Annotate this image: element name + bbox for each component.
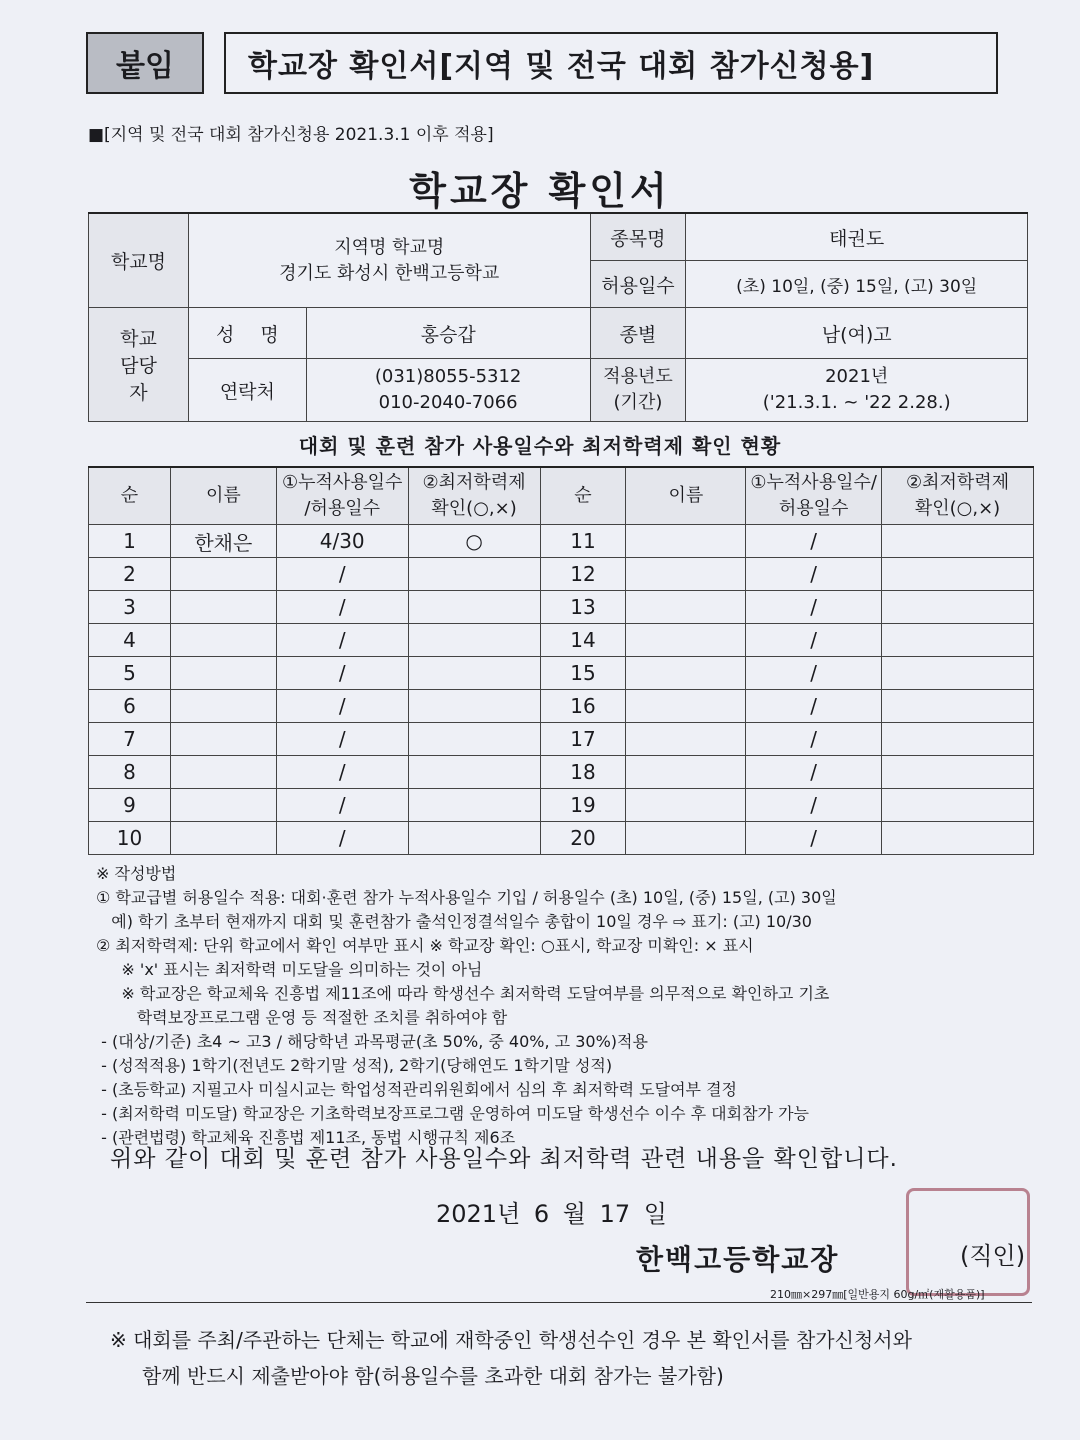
row-days: /	[746, 822, 882, 855]
row-min-check	[882, 789, 1034, 822]
attachment-title: 학교장 확인서[지역 및 전국 대회 참가신청용]	[224, 32, 998, 94]
table-row	[89, 558, 1034, 591]
row-name	[170, 789, 276, 822]
instruction-line: ※ 작성방법	[96, 864, 177, 883]
row-min-check	[408, 723, 540, 756]
row-days: /	[746, 690, 882, 723]
row-name	[170, 657, 276, 690]
year-value: 2021년 ('21.3.1. ~ '22 2.28.)	[686, 359, 1028, 422]
row-no: 10	[89, 822, 171, 855]
row-name	[626, 657, 746, 690]
table-row	[89, 723, 1034, 756]
attachment-label: 붙임	[86, 32, 204, 94]
year-label: 적용년도 (기간)	[590, 359, 686, 422]
row-days: /	[746, 558, 882, 591]
confirmation-statement: 위와 같이 대회 및 훈련 참가 사용일수와 최저학력 관련 내용을 확인합니다.	[110, 1146, 898, 1172]
row-days: /	[276, 690, 408, 723]
row-min-check	[408, 558, 540, 591]
instruction-line: ② 최저학력제: 단위 학교에서 확인 여부만 표시 ※ 학교장 확인: ○표시, 학교장 미확인: × 표시	[96, 936, 754, 955]
instruction-line: - (최저학력 미도달) 학교장은 기초학력보장프로그램 운영하여 미도달 학생선수 이수 후 대회참가 가능	[96, 1104, 809, 1123]
row-name	[626, 756, 746, 789]
row-min-check	[882, 822, 1034, 855]
participation-table	[88, 466, 1034, 855]
row-days: /	[746, 591, 882, 624]
row-days: /	[746, 624, 882, 657]
col-header-no: 순	[89, 467, 171, 525]
row-name	[170, 558, 276, 591]
row-days: 4/30	[276, 525, 408, 558]
allow-days-label: 허용일수	[590, 261, 686, 308]
row-min-check	[408, 591, 540, 624]
row-name	[626, 822, 746, 855]
row-days: /	[276, 657, 408, 690]
col-header-name-2: 이름	[626, 467, 746, 525]
row-name	[626, 624, 746, 657]
row-min-check	[408, 822, 540, 855]
instruction-line: - (대상/기준) 초4 ~ 고3 / 해당학년 과목평균(초 50%, 중 40%, 고 30%)적용	[96, 1032, 648, 1051]
row-no: 16	[540, 690, 626, 723]
row-no: 8	[89, 756, 171, 789]
row-no: 9	[89, 789, 171, 822]
row-no: 15	[540, 657, 626, 690]
row-name	[626, 525, 746, 558]
page-title: 학교장 확인서	[409, 169, 671, 213]
row-no: 6	[89, 690, 171, 723]
row-name	[170, 690, 276, 723]
event-label: 종목명	[590, 213, 686, 261]
col-header-no-2: 순	[540, 467, 626, 525]
row-name	[626, 789, 746, 822]
instruction-line: 학력보장프로그램 운영 등 적절한 조치를 취하여야 함	[96, 1008, 508, 1027]
row-no: 12	[540, 558, 626, 591]
school-info-table	[88, 212, 1028, 422]
table-row	[89, 822, 1034, 855]
contact-label: 연락처	[188, 359, 306, 422]
table-header-row	[89, 467, 1034, 525]
school-name-cell	[188, 213, 590, 308]
row-name	[170, 822, 276, 855]
row-name	[626, 558, 746, 591]
school-name-value: 경기도 화성시 한백고등학교	[279, 262, 500, 284]
seal-caption: (직인)	[960, 1242, 1026, 1270]
row-no: 14	[540, 624, 626, 657]
row-min-check	[408, 624, 540, 657]
row-name	[626, 723, 746, 756]
instruction-line: - (초등학교) 지필고사 미실시교는 학업성적관리위원회에서 심의 후 최저학력 도달여부 결정	[96, 1080, 737, 1099]
divider	[86, 1302, 1032, 1303]
row-no: 13	[540, 591, 626, 624]
col-header-days-2: ①누적사용일수/ 허용일수	[746, 467, 882, 525]
row-min-check	[882, 624, 1034, 657]
contact-phone-2: 010-2040-7066	[378, 392, 518, 413]
row-min-check	[408, 690, 540, 723]
row-min-check: ○	[408, 525, 540, 558]
event-value: 태권도	[686, 213, 1028, 261]
row-no: 11	[540, 525, 626, 558]
row-days: /	[276, 558, 408, 591]
gender-value: 남(여)고	[686, 308, 1028, 359]
table-row	[89, 591, 1034, 624]
row-name	[626, 690, 746, 723]
col-header-min-2: ②최저학력제 확인(○,×)	[882, 467, 1034, 525]
row-no: 18	[540, 756, 626, 789]
row-days: /	[746, 723, 882, 756]
name-value: 홍승갑	[306, 308, 590, 359]
principal-name: 한백고등학교장	[636, 1243, 840, 1276]
table-row	[89, 756, 1034, 789]
col-header-min: ②최저학력제 확인(○,×)	[408, 467, 540, 525]
row-days: /	[276, 789, 408, 822]
name-label: 성 명	[188, 308, 306, 359]
row-days: /	[746, 789, 882, 822]
table-row	[89, 789, 1034, 822]
school-name-caption: 지역명 학교명	[334, 236, 445, 258]
applicability-note: ■[지역 및 전국 대회 참가신청용 2021.3.1 이후 적용]	[88, 125, 494, 145]
row-days: /	[746, 756, 882, 789]
row-no: 2	[89, 558, 171, 591]
row-name	[170, 624, 276, 657]
row-days: /	[276, 756, 408, 789]
row-min-check	[882, 657, 1034, 690]
row-min-check	[882, 723, 1034, 756]
table-row	[89, 525, 1034, 558]
row-name	[170, 756, 276, 789]
status-section-title: 대회 및 훈련 참가 사용일수와 최저학력제 확인 현황	[298, 434, 782, 458]
signature-date: 2021년 6 월 17 일	[436, 1200, 667, 1228]
row-name	[170, 723, 276, 756]
row-no: 19	[540, 789, 626, 822]
row-no: 17	[540, 723, 626, 756]
instruction-line: - (관련법령) 학교체육 진흥법 제11조, 동법 시행규칙 제6조	[96, 1128, 516, 1147]
col-header-name: 이름	[170, 467, 276, 525]
paper-spec: 210㎜×297㎜[일반용지 60g/㎡(재활용품)]	[770, 1288, 985, 1301]
row-no: 20	[540, 822, 626, 855]
school-label: 학교명	[89, 213, 189, 308]
row-no: 7	[89, 723, 171, 756]
instruction-line: 예) 학기 초부터 현재까지 대회 및 훈련참가 출석인정결석일수 총합이 10일 경우 ⇨ 표기: (고) 10/30	[96, 912, 812, 931]
row-min-check	[882, 558, 1034, 591]
row-name	[626, 591, 746, 624]
row-min-check	[408, 756, 540, 789]
row-days: /	[276, 624, 408, 657]
row-days: /	[276, 723, 408, 756]
row-no: 5	[89, 657, 171, 690]
allow-days-value: (초) 10일, (중) 15일, (고) 30일	[686, 261, 1028, 308]
table-row	[89, 657, 1034, 690]
row-days: /	[276, 822, 408, 855]
footer-note: ※ 대회를 주최/주관하는 단체는 학교에 재학중인 학생선수인 경우 본 확인서를 참가신청서와 함께 반드시 제출받아야 함(허용일수를 초과한 대회 참가는 불가함)	[110, 1328, 912, 1388]
row-days: /	[746, 525, 882, 558]
row-min-check	[882, 591, 1034, 624]
row-min-check	[408, 657, 540, 690]
instructions	[96, 862, 1046, 1150]
row-name: 한채은	[170, 525, 276, 558]
instruction-line: ※ 'x' 표시는 최저학력 미도달을 의미하는 것이 아님	[96, 960, 483, 979]
row-min-check	[408, 789, 540, 822]
row-no: 3	[89, 591, 171, 624]
manager-label: 학교 담당자	[89, 308, 189, 422]
instruction-line: ※ 학교장은 학교체육 진흥법 제11조에 따라 학생선수 최저학력 도달여부를 의무적으로 확인하고 기초	[96, 984, 830, 1003]
gender-label: 종별	[590, 308, 686, 359]
col-header-days: ①누적사용일수 /허용일수	[276, 467, 408, 525]
row-name	[170, 591, 276, 624]
row-no: 1	[89, 525, 171, 558]
table-row	[89, 624, 1034, 657]
row-min-check	[882, 525, 1034, 558]
contact-value	[306, 359, 590, 422]
row-no: 4	[89, 624, 171, 657]
instruction-line: ① 학교급별 허용일수 적용: 대회·훈련 참가 누적사용일수 기입 / 허용일수 (초) 10일, (중) 15일, (고) 30일	[96, 888, 837, 907]
instruction-line: - (성적적용) 1학기(전년도 2학기말 성적), 2학기(당해연도 1학기말 성적)	[96, 1056, 613, 1075]
row-days: /	[746, 657, 882, 690]
row-min-check	[882, 756, 1034, 789]
table-row	[89, 690, 1034, 723]
row-days: /	[276, 591, 408, 624]
contact-phone-1: (031)8055-5312	[374, 366, 522, 387]
row-min-check	[882, 690, 1034, 723]
